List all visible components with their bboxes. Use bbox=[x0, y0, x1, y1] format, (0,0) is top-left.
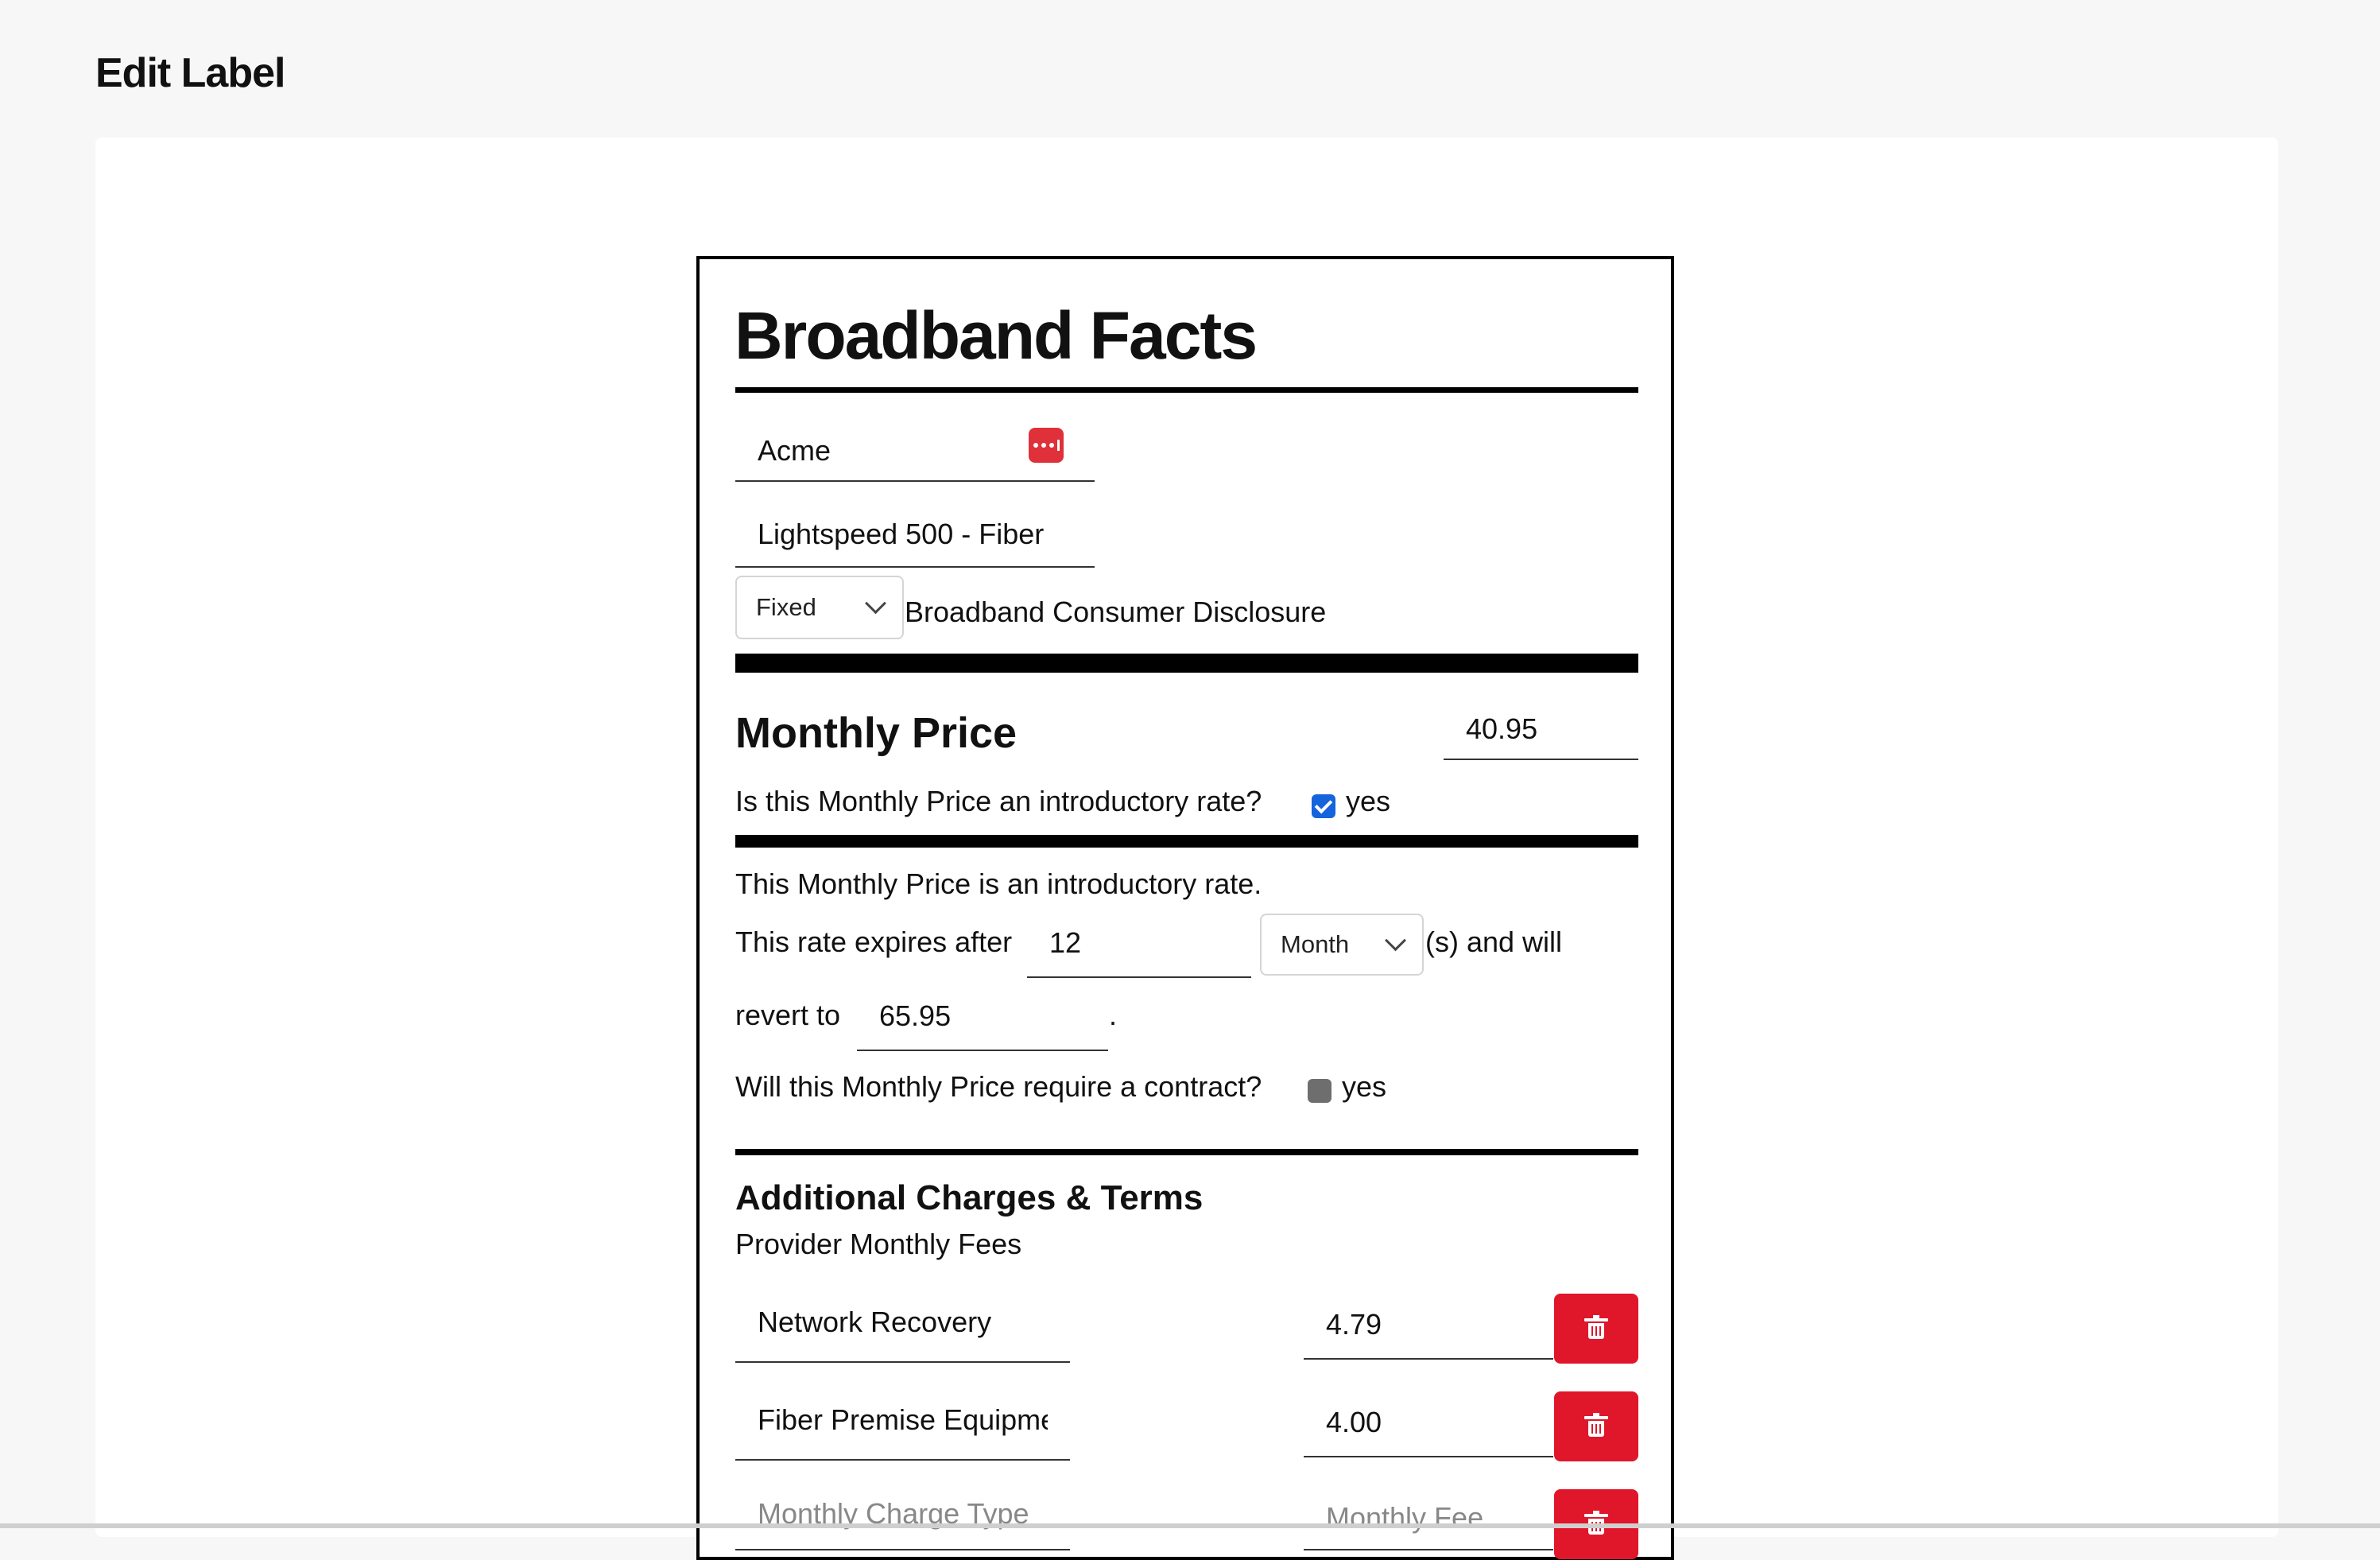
new-fee-amount-input[interactable] bbox=[1304, 1487, 1553, 1550]
revert-price-input[interactable] bbox=[857, 983, 1108, 1051]
page-title: Edit Label bbox=[95, 50, 285, 96]
period-unit-select[interactable] bbox=[1260, 914, 1424, 976]
title-divider bbox=[735, 387, 1638, 393]
intro-rate-statement: This Monthly Price is an introductory rate. bbox=[735, 867, 1262, 900]
fee-name-input[interactable] bbox=[735, 1283, 1070, 1363]
monthly-price-heading: Monthly Price bbox=[735, 709, 1018, 757]
fee-name-input[interactable] bbox=[735, 1381, 1070, 1461]
trash-icon bbox=[1587, 1318, 1605, 1339]
contract-yes-label: yes bbox=[1342, 1070, 1387, 1103]
trash-icon bbox=[1587, 1416, 1605, 1437]
new-fee-name-input[interactable] bbox=[735, 1479, 1070, 1550]
expires-prefix: This rate expires after bbox=[735, 926, 1013, 958]
fee-amount-input[interactable] bbox=[1304, 1291, 1553, 1360]
plan-name-input[interactable] bbox=[735, 503, 1095, 568]
connection-type-value: Fixed bbox=[756, 593, 816, 621]
intro-rate-yes-label: yes bbox=[1346, 785, 1391, 817]
chevron-down-icon bbox=[1385, 929, 1406, 951]
connection-type-select[interactable] bbox=[735, 576, 904, 639]
delete-fee-button[interactable] bbox=[1554, 1294, 1638, 1364]
section-divider bbox=[735, 1149, 1638, 1155]
chevron-down-icon bbox=[865, 592, 886, 614]
additional-charges-heading: Additional Charges & Terms bbox=[735, 1178, 1204, 1217]
password-manager-icon[interactable] bbox=[1029, 428, 1064, 463]
horizontal-scrollbar[interactable] bbox=[0, 1523, 2380, 1528]
monthly-price-input[interactable] bbox=[1444, 700, 1638, 760]
thick-divider bbox=[735, 654, 1638, 673]
contract-checkbox[interactable] bbox=[1308, 1079, 1331, 1103]
delete-fee-button[interactable] bbox=[1554, 1391, 1638, 1461]
expires-after-input[interactable] bbox=[1027, 910, 1251, 978]
label-title: Broadband Facts bbox=[735, 298, 1257, 373]
revert-suffix: . bbox=[1109, 999, 1118, 1031]
intro-rate-checkbox[interactable] bbox=[1312, 794, 1335, 818]
revert-prefix: revert to bbox=[735, 999, 841, 1031]
disclosure-text: Broadband Consumer Disclosure bbox=[905, 596, 1327, 628]
intro-rate-question: Is this Monthly Price an introductory rate? bbox=[735, 785, 1262, 817]
provider-monthly-fees-label: Provider Monthly Fees bbox=[735, 1228, 1022, 1260]
price-divider bbox=[735, 835, 1638, 848]
period-unit-value: Month bbox=[1281, 930, 1350, 958]
expires-suffix: (s) and will bbox=[1425, 926, 1563, 958]
fee-amount-input[interactable] bbox=[1304, 1389, 1553, 1457]
contract-question: Will this Monthly Price require a contract? bbox=[735, 1070, 1262, 1103]
